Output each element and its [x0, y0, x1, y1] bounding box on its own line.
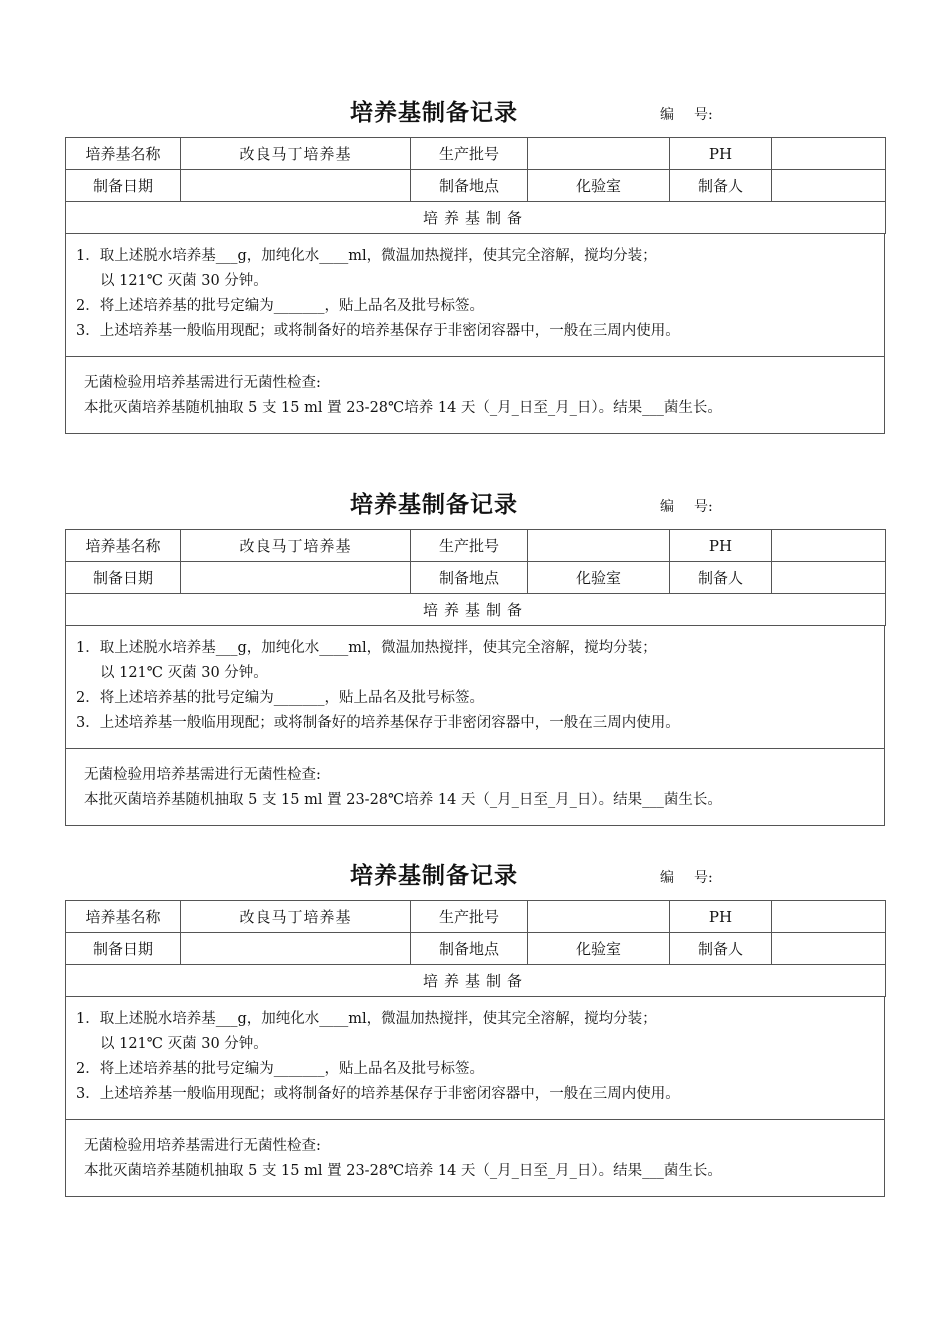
- ph-field[interactable]: [772, 530, 886, 562]
- step-1-cont: 以 121℃ 灭菌 30 分钟。: [100, 1036, 268, 1052]
- step-3: 3．上述培养基一般临用现配；或将制备好的培养基保存于非密闭容器中，一般在三周内使用。: [76, 1086, 680, 1102]
- section-header: 培养基制备: [66, 202, 886, 234]
- sterility-check: [65, 749, 885, 826]
- batch-no-label: 生产批号: [411, 530, 528, 562]
- date-field[interactable]: [181, 933, 411, 965]
- sterility-detail: 本批灭菌培养基随机抽取 5 支 15 ml 置 23-28℃培养 14 天（_月_日至_月_日）。结果___菌生长。: [84, 1163, 722, 1179]
- medium-name-value[interactable]: 改良马丁培养基: [181, 138, 411, 170]
- record-form-2: [65, 484, 885, 826]
- preparer-field[interactable]: [772, 170, 886, 202]
- code-label-1: 编: [660, 499, 674, 515]
- info-table: [65, 529, 886, 626]
- step-1: 1．取上述脱水培养基___g，加纯化水____ml，微温加热搅拌，使其完全溶解，搅均分装；: [76, 640, 657, 656]
- date-label: 制备日期: [66, 170, 181, 202]
- preparation-steps: [65, 997, 885, 1120]
- record-form-1: [65, 92, 885, 434]
- sterility-detail: 本批灭菌培养基随机抽取 5 支 15 ml 置 23-28℃培养 14 天（_月_日至_月_日）。结果___菌生长。: [84, 400, 722, 416]
- code-label-2: 号:: [694, 107, 713, 123]
- record-form-3: [65, 855, 885, 1197]
- code-label-2: 号:: [694, 870, 713, 886]
- sterility-check: [65, 1120, 885, 1197]
- info-table: [65, 900, 886, 997]
- info-table: [65, 137, 886, 234]
- record-header: [65, 855, 885, 900]
- step-2: 2．将上述培养基的批号定编为_______，贴上品名及批号标签。: [76, 298, 484, 314]
- step-1: 1．取上述脱水培养基___g，加纯化水____ml，微温加热搅拌，使其完全溶解，搅均分装；: [76, 1011, 657, 1027]
- preparer-label: 制备人: [670, 933, 772, 965]
- location-value[interactable]: 化验室: [528, 933, 670, 965]
- medium-name-value[interactable]: 改良马丁培养基: [181, 901, 411, 933]
- medium-name-label: 培养基名称: [66, 901, 181, 933]
- sterility-heading: 无菌检验用培养基需进行无菌性检查:: [84, 767, 321, 783]
- batch-no-field[interactable]: [528, 138, 670, 170]
- sterility-detail: 本批灭菌培养基随机抽取 5 支 15 ml 置 23-28℃培养 14 天（_月_日至_月_日）。结果___菌生长。: [84, 792, 722, 808]
- batch-no-field[interactable]: [528, 530, 670, 562]
- preparer-field[interactable]: [772, 562, 886, 594]
- form-title: 培养基制备记录: [350, 862, 518, 889]
- code-field[interactable]: [660, 496, 713, 516]
- step-1-cont: 以 121℃ 灭菌 30 分钟。: [100, 665, 268, 681]
- preparer-field[interactable]: [772, 933, 886, 965]
- code-field[interactable]: [660, 104, 713, 124]
- location-label: 制备地点: [411, 933, 528, 965]
- location-label: 制备地点: [411, 170, 528, 202]
- record-header: [65, 484, 885, 529]
- code-label-1: 编: [660, 870, 674, 886]
- ph-field[interactable]: [772, 901, 886, 933]
- location-label: 制备地点: [411, 562, 528, 594]
- ph-label: PH: [670, 138, 772, 170]
- code-label-1: 编: [660, 107, 674, 123]
- code-field[interactable]: [660, 867, 713, 887]
- step-1: 1．取上述脱水培养基___g，加纯化水____ml，微温加热搅拌，使其完全溶解，搅均分装；: [76, 248, 657, 264]
- form-title: 培养基制备记录: [350, 99, 518, 126]
- step-1-cont: 以 121℃ 灭菌 30 分钟。: [100, 273, 268, 289]
- preparer-label: 制备人: [670, 562, 772, 594]
- date-label: 制备日期: [66, 562, 181, 594]
- ph-field[interactable]: [772, 138, 886, 170]
- section-header: 培养基制备: [66, 594, 886, 626]
- section-header: 培养基制备: [66, 965, 886, 997]
- step-2: 2．将上述培养基的批号定编为_______，贴上品名及批号标签。: [76, 1061, 484, 1077]
- sterility-check: [65, 357, 885, 434]
- date-field[interactable]: [181, 562, 411, 594]
- batch-no-label: 生产批号: [411, 138, 528, 170]
- ph-label: PH: [670, 901, 772, 933]
- sterility-heading: 无菌检验用培养基需进行无菌性检查:: [84, 1138, 321, 1154]
- preparation-steps: [65, 234, 885, 357]
- batch-no-label: 生产批号: [411, 901, 528, 933]
- batch-no-field[interactable]: [528, 901, 670, 933]
- step-3: 3．上述培养基一般临用现配；或将制备好的培养基保存于非密闭容器中，一般在三周内使用。: [76, 715, 680, 731]
- preparer-label: 制备人: [670, 170, 772, 202]
- sterility-heading: 无菌检验用培养基需进行无菌性检查:: [84, 375, 321, 391]
- date-label: 制备日期: [66, 933, 181, 965]
- medium-name-label: 培养基名称: [66, 138, 181, 170]
- preparation-steps: [65, 626, 885, 749]
- step-3: 3．上述培养基一般临用现配；或将制备好的培养基保存于非密闭容器中，一般在三周内使用。: [76, 323, 680, 339]
- form-title: 培养基制备记录: [350, 491, 518, 518]
- location-value[interactable]: 化验室: [528, 170, 670, 202]
- medium-name-label: 培养基名称: [66, 530, 181, 562]
- record-header: [65, 92, 885, 137]
- code-label-2: 号:: [694, 499, 713, 515]
- step-2: 2．将上述培养基的批号定编为_______，贴上品名及批号标签。: [76, 690, 484, 706]
- medium-name-value[interactable]: 改良马丁培养基: [181, 530, 411, 562]
- date-field[interactable]: [181, 170, 411, 202]
- ph-label: PH: [670, 530, 772, 562]
- location-value[interactable]: 化验室: [528, 562, 670, 594]
